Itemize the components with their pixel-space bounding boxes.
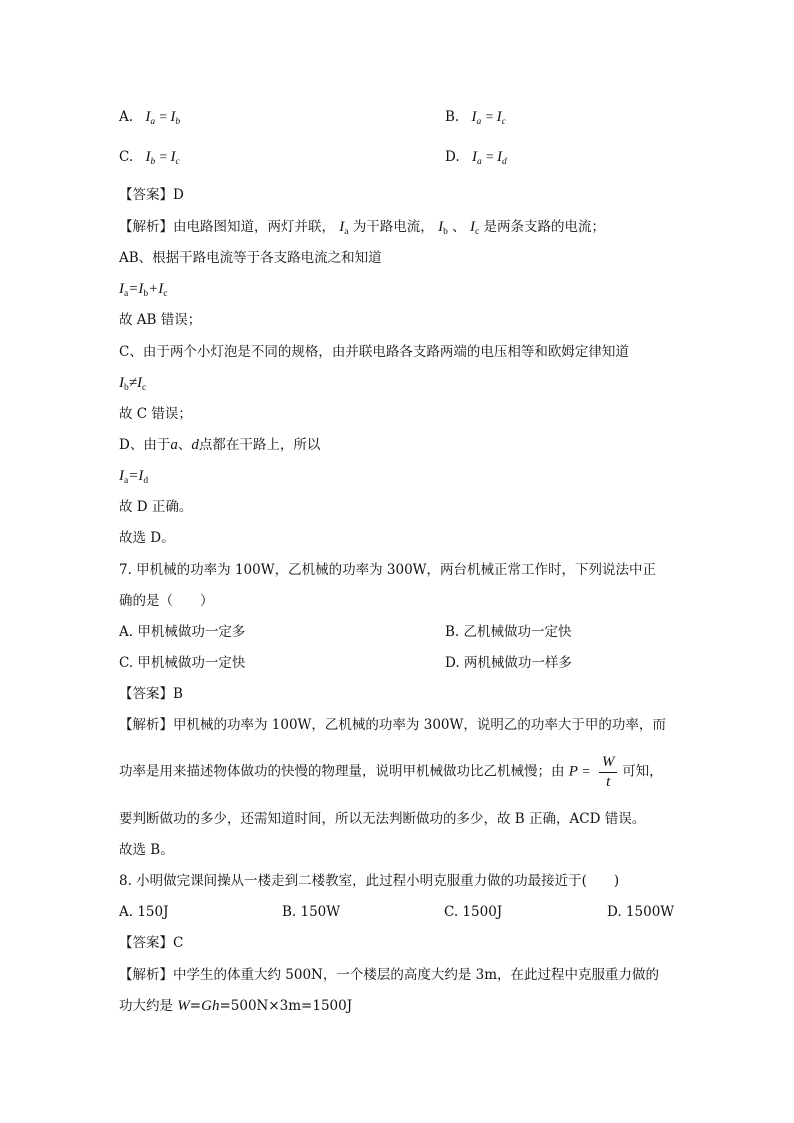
q8-option-c: C. 1500J [444, 904, 503, 920]
q7-option-c: C. 甲机械做功一定快 [119, 655, 246, 671]
q7-option-b: B. 乙机械做功一定快 [445, 624, 572, 640]
q6-analysis-line7: 故 C 错误； [119, 406, 192, 422]
q8-option-d: D. 1500W [607, 904, 675, 920]
q6-option-d: D. $I_a = I_d$ [445, 149, 507, 167]
q7-analysis-line2: 功率是用来描述物体做功的快慢的物理量，说明甲机械做功比乙机械慢；由 P = $\frac{W}{t}$ 可知， [119, 754, 663, 790]
q6-analysis-line4: 故 AB 错误； [119, 312, 202, 328]
q8-analysis-line1: 【解析】中学生的体重大约 500N，一个楼层的高度大约是 3m，在此过程中克服重力做的 [119, 967, 660, 983]
q8-option-a: A. 150J [119, 904, 169, 920]
q6-analysis-line8: D、由于a、d点都在干路上，所以 [119, 437, 321, 453]
q7-stem-line2: 确的是（ ） [119, 593, 214, 609]
q6-analysis-line11: 故选 D。 [119, 530, 175, 546]
q6-option-a: A. $I_a = I_b$ [119, 109, 181, 127]
q6-equation-2: $I_b\ne I_c$ [119, 375, 147, 393]
q8-option-b: B. 150W [282, 904, 341, 920]
q6-answer: 【答案】D [119, 187, 184, 203]
q7-analysis-line1: 【解析】甲机械的功率为 100W，乙机械的功率为 300W，说明乙的功率大于甲的功率，而 [119, 717, 666, 733]
q6-analysis-line2: AB、根据干路电流等于各支路电流之和知道 [119, 250, 382, 266]
q6-option-c: C. $I_b = I_c$ [119, 149, 180, 167]
q7-analysis-line4: 故选 B。 [119, 842, 174, 858]
q6-analysis-line5: C、由于两个小灯泡是不同的规格，由并联电路各支路两端的电压相等和欧姆定律知道 [119, 344, 629, 360]
q6-option-b: B. $I_a = I_c$ [445, 109, 506, 127]
q6-analysis-line10: 故 D 正确。 [119, 499, 193, 515]
q7-analysis-line3: 要判断做功的多少，还需知道时间，所以无法判断做功的多少，故 B 正确，ACD 错误。 [119, 811, 646, 827]
power-formula-fraction: $\frac{W}{t}$ [598, 754, 618, 790]
q7-stem-line1: 7. 甲机械的功率为 100W，乙机械的功率为 300W，两台机械正常工作时，下列说法中正 [119, 562, 657, 578]
q8-stem: 8. 小明做完课间操从一楼走到二楼教室，此过程小明克服重力做的功最接近于( ) [119, 873, 620, 889]
q7-option-a: A. 甲机械做功一定多 [119, 624, 246, 640]
q8-analysis-line2: 功大约是 W=Gh=500N×3m=1500J [119, 998, 353, 1014]
q6-equation-1: $I_a=I_b+I_c$ [119, 281, 168, 299]
q7-answer: 【答案】B [119, 686, 183, 702]
q8-answer: 【答案】C [119, 935, 184, 951]
q6-analysis-line1: 【解析】由电路图知道，两灯并联， $I_a$ 为干路电流， $I_b$ 、 $I_c$ 是两条支路的电流； [119, 219, 605, 237]
q6-equation-3: $I_a=I_d$ [119, 468, 149, 486]
q7-option-d: D. 两机械做功一样多 [445, 655, 572, 671]
